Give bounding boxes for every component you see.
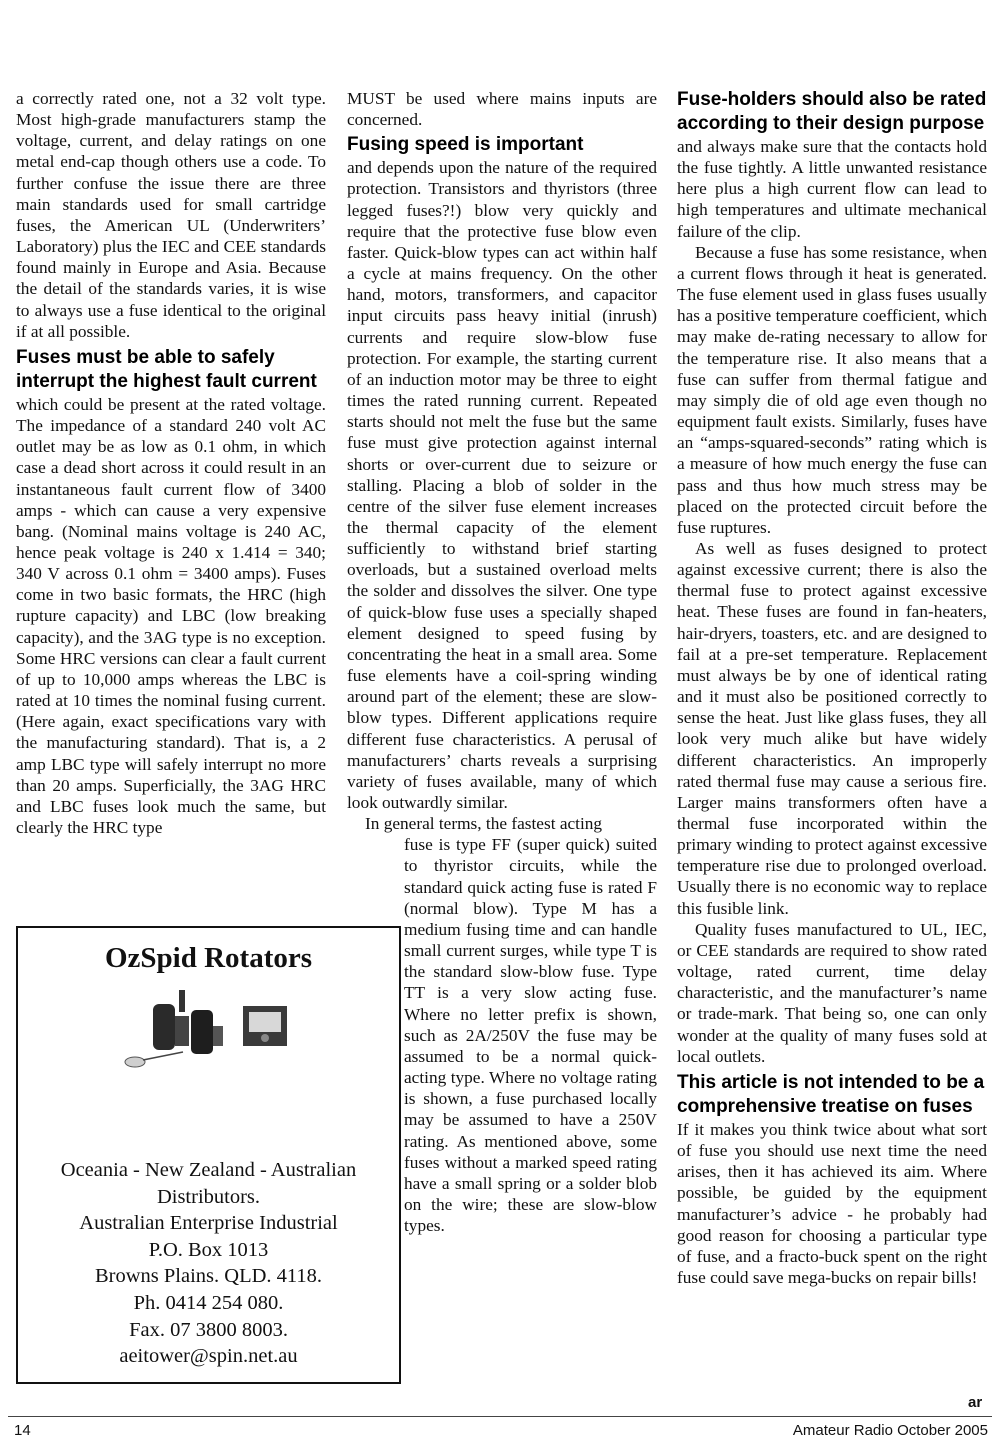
article-column-1 — [16, 88, 326, 838]
article-column-3 — [677, 88, 987, 1288]
body-paragraph: If it makes you think twice about what sort of fuse you should use next time the need arises, then it has achieved its aim. Where possible, be guided by the equipment manufacturer’s advice - he probably had good reason for choosing a particular type of fuse, and a fracto-buck spent on the right fuse could save mega-bucks on repair bills! — [677, 1119, 987, 1287]
advertisement-box — [16, 926, 401, 1384]
advert-address: Browns Plains. QLD. 4118. — [94, 1265, 323, 1288]
advert-fax: Fax. 07 3800 8003. — [129, 1318, 288, 1341]
body-paragraph: which could be present at the rated voltage. The impedance of a standard 240 volt AC outlet may be as low as 0.1 ohm, in which case a dead short across it could result in an instantaneous fault current flow of 3400 amps - which can cause a very expensive bang. (Nominal mains voltage is 240 AC, hence peak voltage is 240 x 1.414 = 340; 340 V across 0.1 ohm = 3400 amps). Fuses come in two basic formats, the HRC (high rupture capacity) and LBC (low breaking capacity), and the 3AG type is no exception. Some HRC versions can clear a fault current of up to 10,000 amps whereas the LBC is rated at 10 times the nominal fusing current. (Here again, exact specifications vary with the manufacturing standard). That is, a 2 amp LBC type will safely interrupt no more than 20 amps. Superficially, the 3AG HRC and LBC fuses look much the same, but clearly the HRC type — [16, 394, 326, 837]
body-paragraph: a correctly rated one, not a 32 volt type. Most high-grade manufacturers stamp the voltage, current, and delay ratings on one metal end-cap though others use a code. To further confuse the issue there are three main standards used for small cartridge fuses, the American UL (Underwriters’ Laboratory) plus the IEC and CEE standards found mainly in Europe and Asia. Because the detail of the standards varies, it is wise to always use a fuse identical to the original if at all possible. — [16, 89, 326, 341]
section-heading: Fuses must be able to safely interrupt the highest fault current — [16, 346, 317, 392]
section-heading: Fusing speed is important — [347, 134, 584, 156]
publication-credit: Amateur Radio October 2005 — [792, 1422, 988, 1439]
advert-email: aeitower@spin.net.au — [119, 1345, 298, 1368]
wrapped-text-block — [404, 834, 657, 1236]
rotator-photo — [113, 986, 313, 1076]
advert-contact-block — [18, 1157, 399, 1370]
advert-phone: Ph. 0414 254 080. — [133, 1291, 284, 1314]
section-heading: Fuse-holders should also be rated according to their design purpose — [677, 89, 987, 134]
article-signoff: ar — [968, 1394, 983, 1411]
body-paragraph: and always make sure that the contacts hold the fuse tightly. A little unwanted resistance here plus a high current flow can lead to high temperatures and ultimate mechanical failure of the clip. — [677, 137, 987, 241]
advert-line: Australian Enterprise Industrial — [79, 1212, 338, 1235]
body-paragraph: MUST be used where mains inputs are concerned. — [347, 89, 657, 130]
advert-line: Oceania - New Zealand - Australian — [60, 1159, 357, 1181]
body-paragraph: fuse is type FF (super quick) suited to thyristor circuits, while the standard quick acting fuse is rated F (normal blow). Type M has a medium fusing time and can handle small current surges, while type T is the standard slow-blow fuse. Type TT is a very slow acting fuse. Where no letter prefix is shown, such as 2A/250V the fuse may be assumed to be a normal quick-acting type. Where no voltage rating is shown, a fuse purchased locally may be assumed to have a 250V rating. As mentioned above, some fuses without a marked speed rating have a small spring or a solder blob on the wire; these are slow-blow types. — [404, 835, 657, 1236]
body-paragraph: Quality fuses manufactured to UL, IEC, or CEE standards are required to show rated voltage, rated current, time delay characteristic, and the manufacturer’s name or trade-mark. That being so, one can only wonder at the quality of many fuses sold at local outlets. — [677, 919, 987, 1066]
body-paragraph: and depends upon the nature of the required protection. Transistors and thyristors (three legged fuses?!) blow very quickly and require that the protective fuse blow even faster. Quick-blow types can act within half a cycle at mains frequency. On the other hand, motors, transformers, and capacitor input circuits pass heavy initial (inrush) currents and require slow-blow fuse protection. For example, the starting current of an induction motor may be three to eight times the rated running current. Repeated starts should not melt the fuse but the same fuse must give protection against internal shorts or over-current due to seizure or stalling. Placing a blob of solder in the centre of the silver fuse element increases the thermal capacity of the element sufficiently to withstand brief starting overloads, but a sustained overload melts the solder and dissolves the silver. One type of quick-blow fuse uses a specially shaped element designed to speed fusing by concentrating the heat in a small area. Some fuse elements have a coil-spring winding around part of the element; these are slow-blow types. Different applications require different fuse characteristics. A perusal of manufacturers’ charts reveals a surprising variety of fuses available, many of which look outwardly similar. — [347, 158, 657, 812]
advert-address: P.O. Box 1013 — [148, 1238, 269, 1261]
advert-title: OzSpid Rotators — [104, 942, 313, 974]
body-paragraph: Because a fuse has some resistance, when a current flows through it heat is generated. The fuse element used in glass fuses usually has a positive temperature coefficient, which may make de-rating necessary to allow for the temperature rise. It also means that a fuse can suffer from thermal fatigue and may simply die of old age even though no equipment fault exists. Similarly, fuses have an “amps-squared-seconds” rating which is a measure of how much energy the fuse can pass and thus how much stress may be placed on the protected circuit before the fuse ruptures. — [677, 242, 987, 537]
section-heading: This article is not intended to be a comprehensive treatise on fuses — [677, 1071, 985, 1117]
body-paragraph: In general terms, the fastest acting — [365, 814, 603, 834]
page-number: 14 — [14, 1422, 31, 1439]
advert-line: Distributors. — [156, 1185, 261, 1208]
footer-rule — [8, 1416, 992, 1417]
body-paragraph: As well as fuses designed to protect against excessive current; there is also the thermal fuse to protect against excessive heat. These fuses are found in fan-heaters, hair-dryers, toasters, etc. and are designed to fail at a pre-set temperature. Replacement must always be by one of identical rating and it must also be positioned correctly to sense the heat. Just like glass fuses, they all look very much alike but have widely different characteristics. An improperly rated thermal fuse may cause a serious fire. Larger mains transformers often have a thermal fuse incorporated within the primary winding to protect against excessive temperature rise due to prolonged overload. Usually there is no economic way to replace this fusible link. — [677, 538, 987, 918]
